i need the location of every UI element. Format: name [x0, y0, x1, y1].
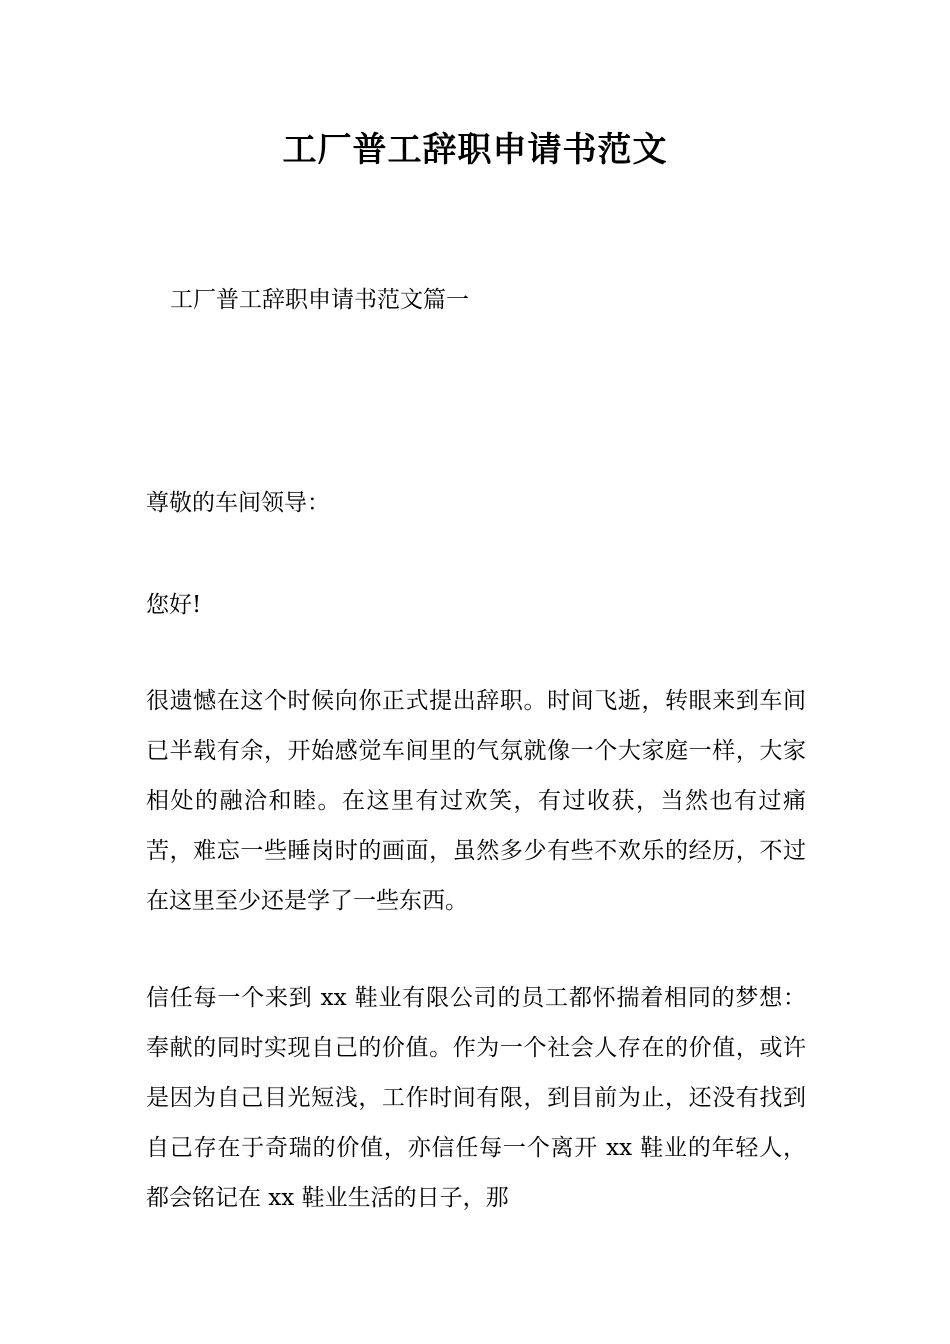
body-paragraph: 信任每一个来到 xx 鞋业有限公司的员工都怀揣着相同的梦想：奉献的同时实现自己的价值。作为一个社会人存在的价值，或许是因为自己目光短浅，工作时间有限，到目前为止，还没有找到自己存在于奇瑞的价值，亦信任每一个离开 xx 鞋业的年轻人，都会铭记在 xx 鞋业生活的日子，那	[146, 985, 806, 1211]
document-subtitle: 工厂普工辞职申请书范文篇一	[170, 287, 469, 313]
greeting: 您好!	[146, 592, 202, 618]
document-title: 工厂普工辞职申请书范文	[282, 130, 668, 170]
body-paragraph: 很遗憾在这个时候向你正式提出辞职。时间飞逝，转眼来到车间已半载有余，开始感觉车间里的气氛就像一个大家庭一样，大家相处的融洽和睦。在这里有过欢笑，有过收获，当然也有过痛苦，难忘一些睡岗时的画面，虽然多少有些不欢乐的经历，不过在这里至少还是学了一些东西。	[146, 688, 806, 914]
salutation: 尊敬的车间领导：	[146, 490, 330, 516]
